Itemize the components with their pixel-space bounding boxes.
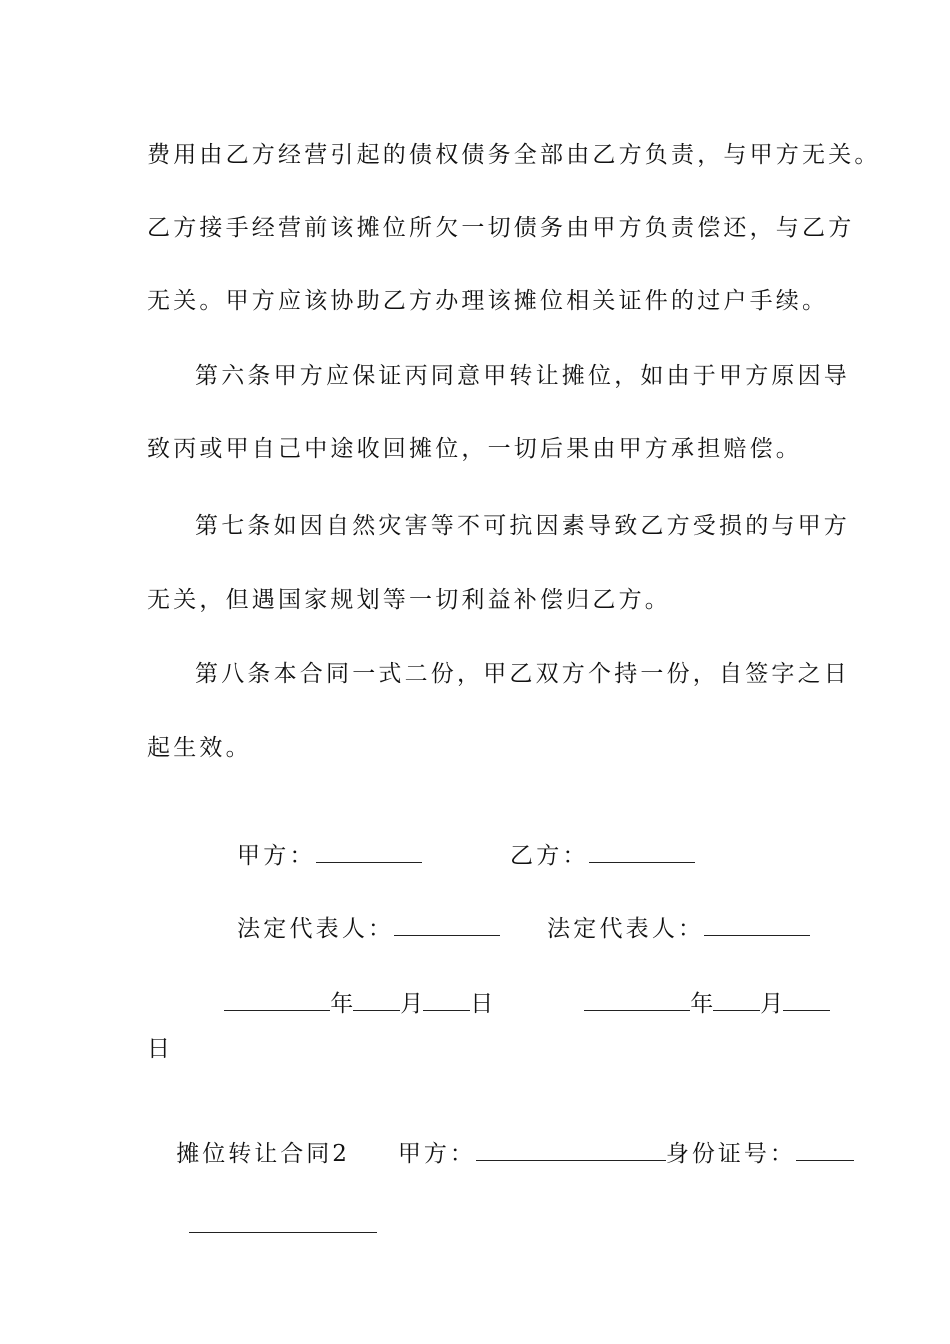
rep-a-label: 法定代表人：: [237, 916, 395, 942]
contract-2-id-blank[interactable]: [796, 1138, 854, 1161]
party-b-blank[interactable]: [589, 840, 695, 863]
date-b-year-label: 年: [690, 991, 714, 1017]
date-b-day-label: 日: [147, 1036, 174, 1062]
rep-b-label: 法定代表人：: [547, 916, 705, 942]
contract-2-id-label: 身份证号：: [665, 1141, 796, 1167]
date-b-month-label: 月: [760, 991, 784, 1017]
date-b-row: [555, 958, 830, 1049]
date-a-month-label: 月: [400, 991, 424, 1017]
contract-2-title: 摊位转让合同2: [176, 1141, 350, 1167]
contract-2-party-a-label: 甲方：: [397, 1141, 476, 1167]
date-a-day-blank[interactable]: [423, 988, 470, 1011]
party-a-blank[interactable]: [316, 840, 422, 863]
contract-2-id-blank-continued[interactable]: [189, 1210, 377, 1233]
article-7-line-2: 无关，但遇国家规划等一切利益补偿归乙方。: [147, 587, 671, 613]
party-b-label: 乙方：: [510, 843, 589, 869]
date-a-day-label: 日: [470, 991, 494, 1017]
contract-2-id-blank-continued-row: [147, 1180, 377, 1271]
rep-b-blank[interactable]: [704, 913, 810, 936]
date-a-year-blank[interactable]: [224, 988, 330, 1011]
article-7-line-1: 第七条如因自然灾害等不可抗因素导致乙方受损的与甲方: [195, 513, 850, 539]
date-a-row: [195, 958, 493, 1049]
date-a-year-label: 年: [330, 991, 354, 1017]
date-a-month-blank[interactable]: [353, 988, 400, 1011]
article-8-line-2: 起生效。: [147, 735, 252, 761]
article-6-line-2: 致丙或甲自己中途收回摊位，一切后果由甲方承担赔偿。: [147, 436, 802, 462]
date-b-day-blank[interactable]: [783, 988, 830, 1011]
date-b-year-blank[interactable]: [584, 988, 690, 1011]
rep-a-blank[interactable]: [394, 913, 500, 936]
article-6-line-1: 第六条甲方应保证丙同意甲转让摊位，如由于甲方原因导: [195, 363, 850, 389]
party-a-label: 甲方：: [237, 843, 316, 869]
article-8-line-1: 第八条本合同一式二份，甲乙双方个持一份，自签字之日: [195, 661, 850, 687]
contract-2-party-a-blank[interactable]: [476, 1138, 666, 1161]
text-line-3: 无关。甲方应该协助乙方办理该摊位相关证件的过户手续。: [147, 288, 829, 314]
text-line-2: 乙方接手经营前该摊位所欠一切债务由甲方负责偿还，与乙方: [147, 215, 855, 241]
text-line-1: 费用由乙方经营引起的债权债务全部由乙方负责，与甲方无关。: [147, 142, 881, 168]
date-b-month-blank[interactable]: [713, 988, 760, 1011]
